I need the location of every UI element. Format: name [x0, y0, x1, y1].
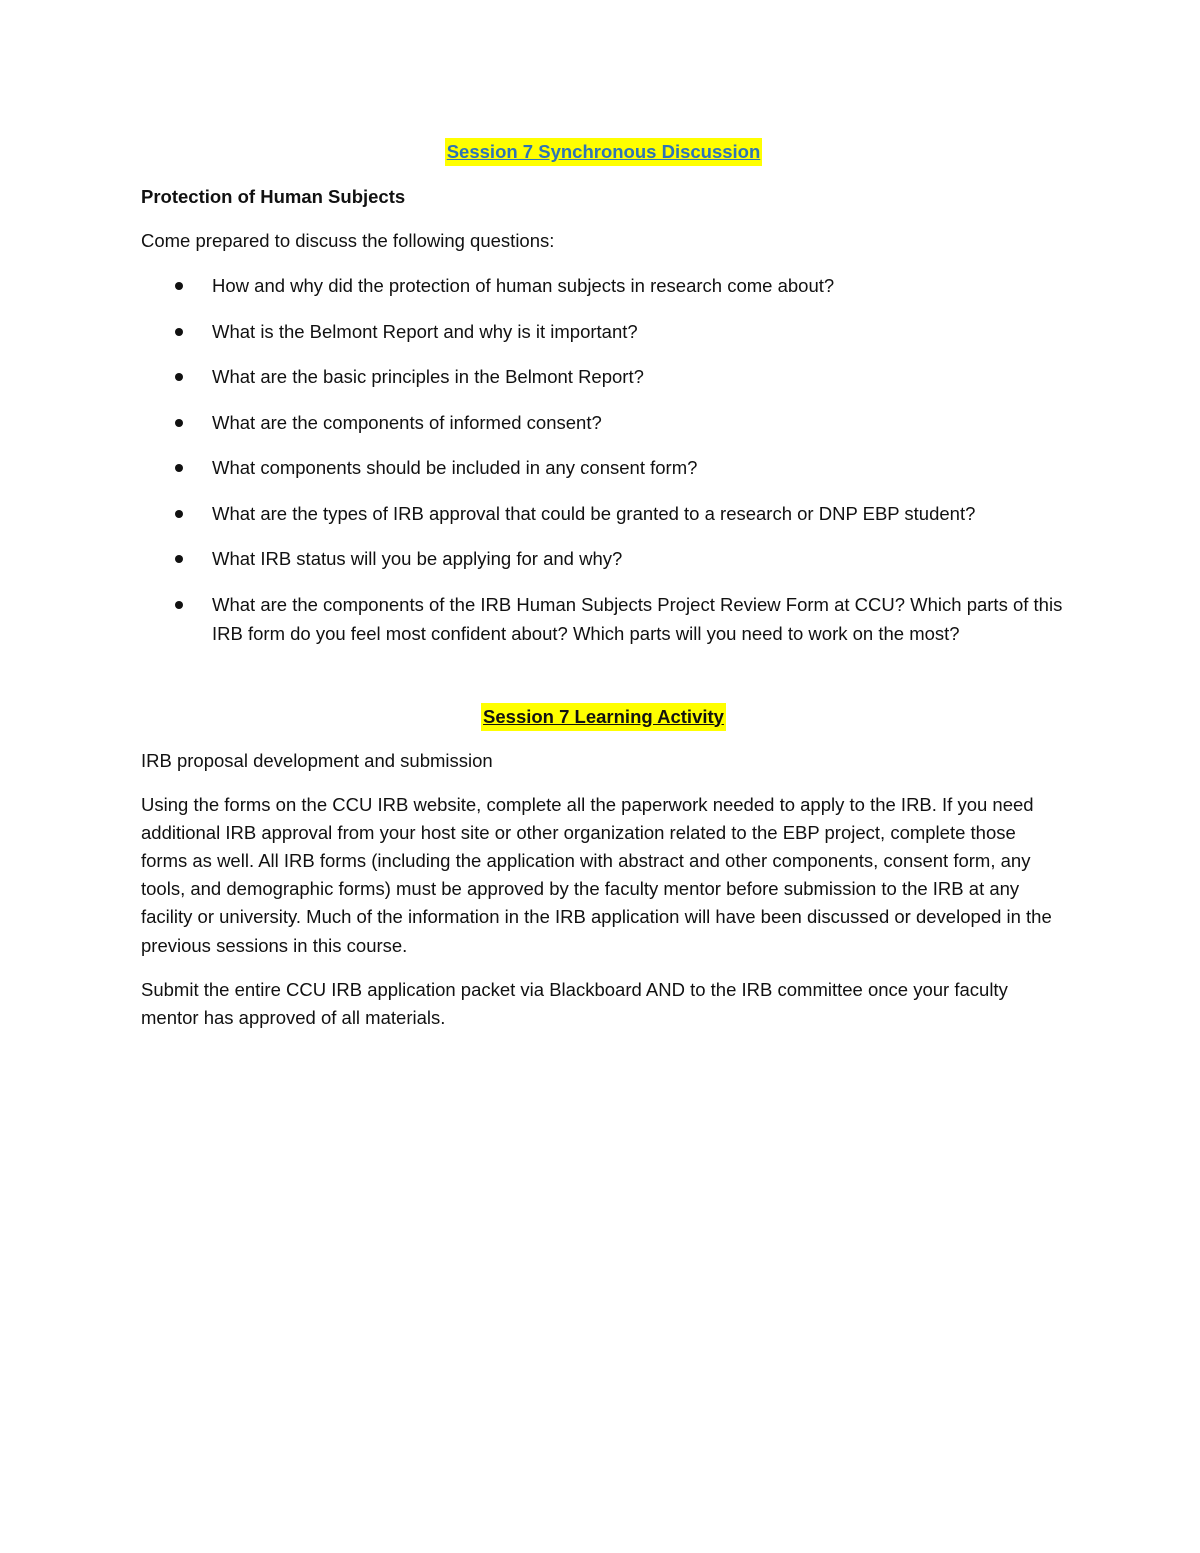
activity-heading-row — [141, 703, 1066, 731]
document-body — [141, 138, 1066, 1032]
question-item — [141, 499, 1066, 529]
question-text: What are the types of IRB approval that could be granted to a research or DNP EBP student? — [212, 502, 976, 524]
question-item — [141, 453, 1066, 483]
question-item — [141, 590, 1066, 649]
question-text: What are the components of the IRB Human Subjects Project Review Form at CCU? Which parts of this IRB form do you feel most confident about? Which parts will you need to work on the most? — [212, 593, 1063, 644]
activity-paragraph: Submit the entire CCU IRB application packet via Blackboard AND to the IRB committee once your faculty mentor has approved of all materials. — [141, 978, 1008, 1028]
discussion-heading[interactable]: Session 7 Synchronous Discussion — [445, 138, 763, 166]
bullet-icon — [175, 510, 183, 518]
activity-subheading: IRB proposal development and submission — [141, 749, 493, 771]
question-text: What are the components of informed consent? — [212, 411, 602, 433]
question-list — [141, 271, 1066, 649]
question-item — [141, 408, 1066, 438]
activity-paragraph: Using the forms on the CCU IRB website, complete all the paperwork needed to apply to the IRB. If you need additional IRB approval from your host site or other organization related to the EBP project, complete those forms as well. All IRB forms (including the application with abstract and other components, consent form, any tools, and demographic forms) must be approved by the faculty mentor before submission to the IRB at any facility or university. Much of the information in the IRB application will have been discussed or developed in the previous sessions in this course. — [141, 793, 1052, 956]
question-text: What components should be included in any consent form? — [212, 457, 698, 478]
bullet-icon — [175, 328, 183, 336]
bullet-icon — [175, 373, 183, 381]
activity-heading: Session 7 Learning Activity — [481, 703, 726, 731]
activity-section — [141, 703, 1066, 1033]
bullet-icon — [175, 419, 183, 427]
discussion-intro: Come prepared to discuss the following questions: — [141, 230, 555, 251]
question-text: What are the basic principles in the Belmont Report? — [212, 366, 644, 387]
discussion-subheading: Protection of Human Subjects — [141, 186, 406, 207]
bullet-icon — [175, 464, 183, 472]
question-item — [141, 544, 1066, 574]
question-item — [141, 271, 1066, 301]
bullet-icon — [175, 282, 183, 290]
question-text: What IRB status will you be applying for and why? — [212, 548, 623, 569]
question-item — [141, 362, 1066, 392]
question-text: How and why did the protection of human subjects in research come about? — [212, 275, 835, 296]
question-item — [141, 317, 1066, 347]
bullet-icon — [175, 601, 183, 609]
discussion-heading-row — [141, 138, 1066, 166]
question-text: What is the Belmont Report and why is it important? — [212, 320, 638, 342]
bullet-icon — [175, 555, 183, 563]
